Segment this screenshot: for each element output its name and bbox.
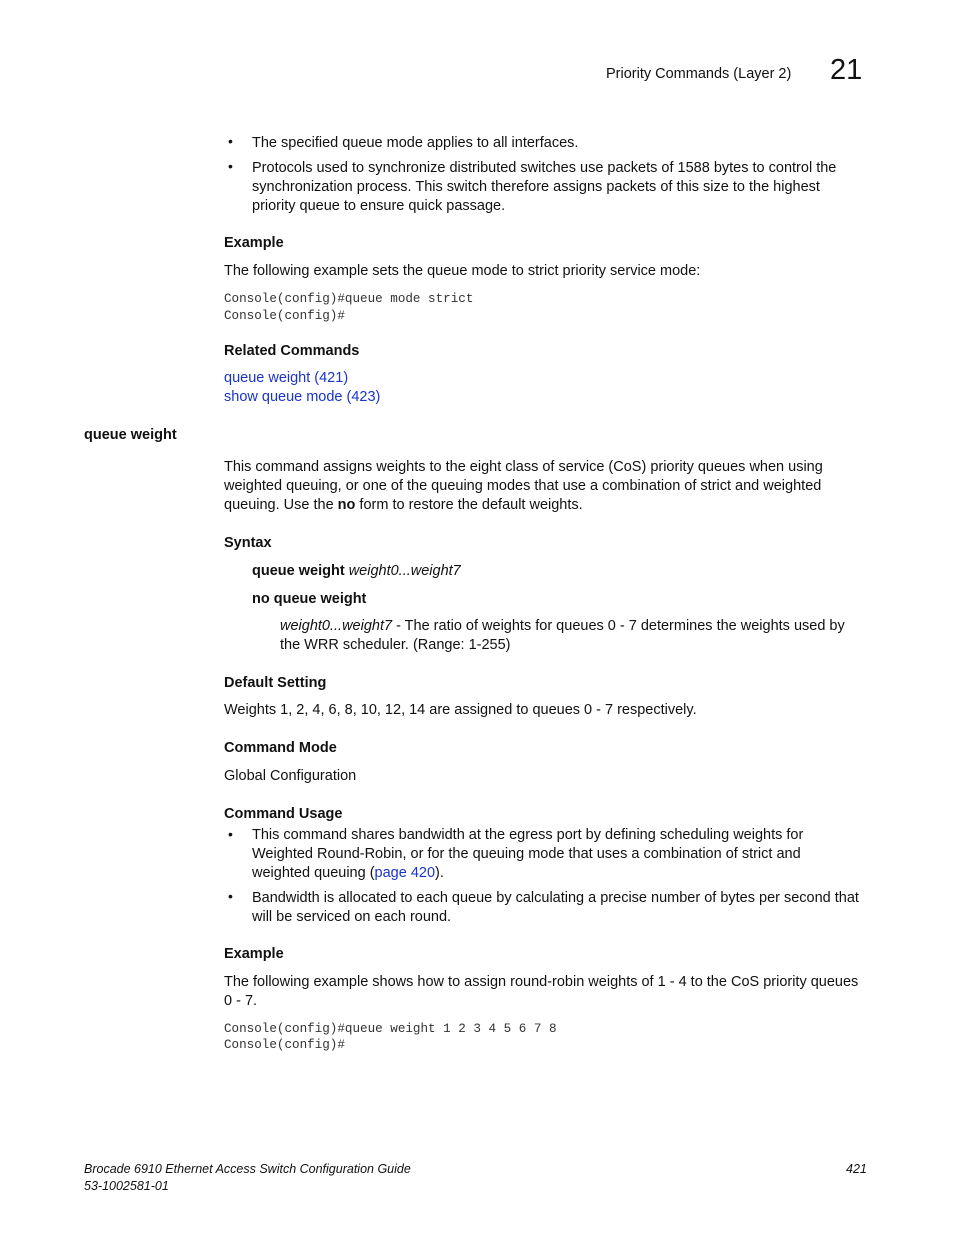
default-setting-text: Weights 1, 2, 4, 6, 8, 10, 12, 14 are assigned to queues 0 - 7 respectively. xyxy=(224,702,697,718)
section-heading: Example xyxy=(224,235,284,251)
syntax-no-command: no queue weight xyxy=(252,591,367,607)
example-text: The following example shows how to assign round-robin weights of 1 - 4 to the CoS priority queues 0 - 7. xyxy=(224,974,859,1009)
running-header: Priority Commands (Layer 2) xyxy=(606,66,792,82)
footer-doc-number: 53-1002581-01 xyxy=(84,1179,169,1193)
bullet-text: Protocols used to synchronize distributed switches use packets of 1588 bytes to control the synchronization process. This switch therefore assigns packets of this size to the highest priority queue to ensure quick passage. xyxy=(252,160,837,214)
command-mode-text: Global Configuration xyxy=(224,768,357,784)
example-text: The following example sets the queue mode to strict priority service mode: xyxy=(224,263,701,279)
bullet-icon: • xyxy=(228,158,233,174)
syntax-command: queue weight weight0...weight7 xyxy=(252,563,461,579)
section-heading: Command Usage xyxy=(224,806,343,822)
bullet-icon: • xyxy=(228,826,233,842)
syntax-parameter: weight0...weight7 - The ratio of weights for queues 0 - 7 determines the weights used by the WRR scheduler. (Range: 1-255) xyxy=(280,618,845,653)
related-link-queue-weight[interactable]: queue weight (421) xyxy=(224,370,349,386)
command-title: queue weight xyxy=(84,427,177,443)
code-line: Console(config)# xyxy=(224,1038,345,1052)
footer-page-number: 421 xyxy=(846,1162,867,1176)
chapter-number: 21 xyxy=(830,54,863,86)
code-line: Console(config)#queue mode strict xyxy=(224,292,474,306)
related-link-show-queue-mode[interactable]: show queue mode (423) xyxy=(224,389,381,405)
section-heading: Default Setting xyxy=(224,675,327,691)
bullet-text: The specified queue mode applies to all interfaces. xyxy=(252,135,579,151)
page-link[interactable]: page 420 xyxy=(374,865,436,881)
section-heading: Command Mode xyxy=(224,740,337,756)
code-line: Console(config)#queue weight 1 2 3 4 5 6 7 8 xyxy=(224,1022,557,1036)
bullet-text: Bandwidth is allocated to each queue by calculating a precise number of bytes per second that will be serviced on each round. xyxy=(252,890,859,925)
section-heading: Related Commands xyxy=(224,343,360,359)
bullet-icon: • xyxy=(228,888,233,904)
bullet-text: This command shares bandwidth at the egress port by defining scheduling weights for Weighted Round-Robin, or for the queuing mode that uses a combination of strict and weighted queuing (page 420). xyxy=(252,827,804,881)
section-heading: Syntax xyxy=(224,535,272,551)
command-description: This command assigns weights to the eight class of service (CoS) priority queues when using weighted queuing, or one of the queuing modes that use a combination of strict and weighted queuing. Use the no form to restore the default weights. xyxy=(224,459,823,513)
section-heading: Example xyxy=(224,946,284,962)
code-line: Console(config)# xyxy=(224,309,345,323)
bullet-icon: • xyxy=(228,133,233,149)
footer-guide-title: Brocade 6910 Ethernet Access Switch Configuration Guide xyxy=(84,1162,411,1176)
